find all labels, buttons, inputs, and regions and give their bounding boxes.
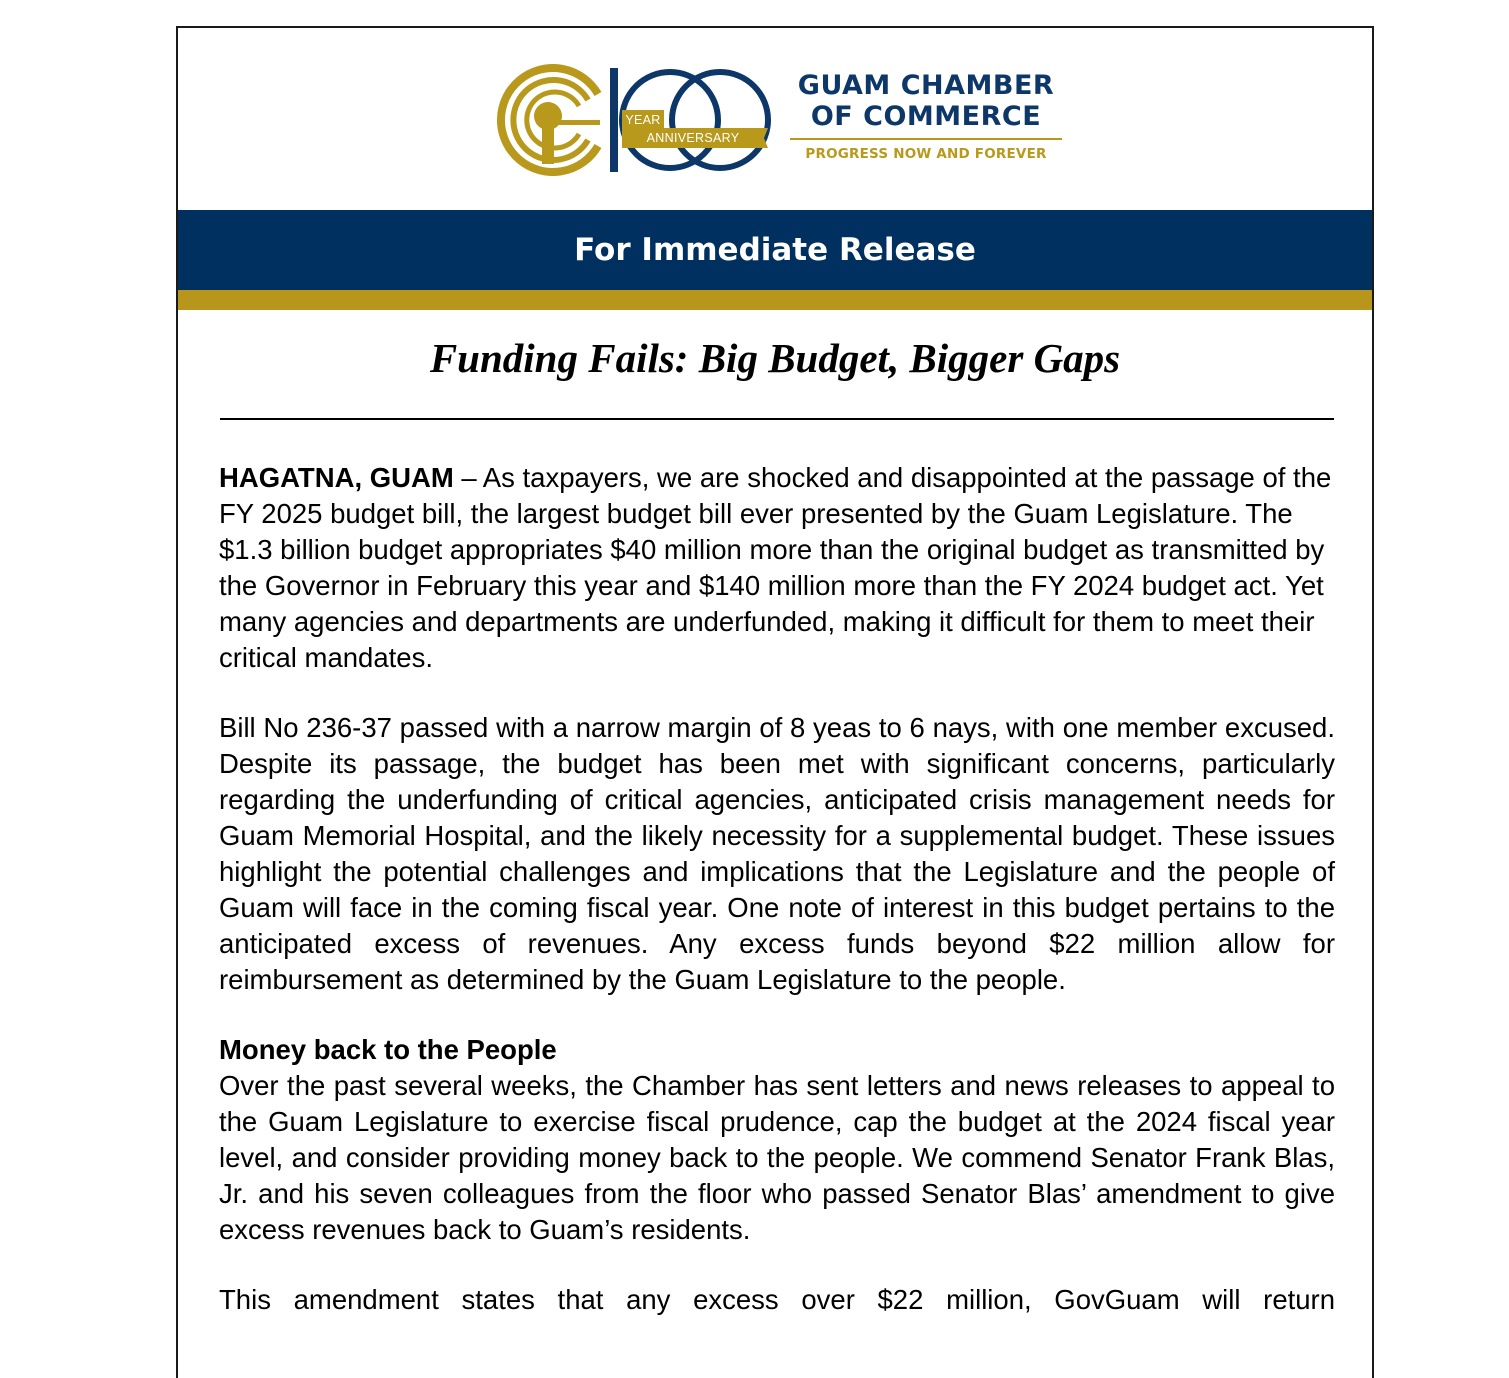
article-body: [219, 460, 1335, 1352]
release-banner: For Immediate Release: [178, 210, 1372, 290]
section-subheading: Money back to the People: [219, 1034, 557, 1065]
org-name-line1: GUAM CHAMBER: [797, 70, 1055, 101]
org-divider: [790, 138, 1062, 140]
paragraph-money-back: Over the past several weeks, the Chamber has sent letters and news releases to appeal to the Guam Legislature to exercise fiscal prudence, cap the budget at the 2024 fiscal year level, and consider providing money back to the people. We commend Senator Frank Blas, Jr. and his seven colleagues from the floor who passed Senator Blas’ amendment to give excess revenues back to Guam’s residents.: [219, 1070, 1335, 1245]
chamber-logo: [494, 64, 1064, 176]
org-name-line2: OF COMMERCE: [810, 101, 1042, 132]
press-release-page: [176, 26, 1374, 1378]
gold-accent-bar: [178, 290, 1372, 310]
logo-year-text: YEAR: [625, 113, 661, 127]
headline: Funding Fails: Big Budget, Bigger Gaps: [429, 335, 1121, 381]
logo-anniversary-text: ANNIVERSARY: [646, 131, 740, 145]
paragraph-amendment: This amendment states that any excess over $22 million, GovGuam will return: [219, 1284, 1335, 1315]
organization-name: [790, 70, 1062, 132]
paragraph-bill: Bill No 236-37 passed with a narrow margin of 8 yeas to 6 nays, with one member excused. Despite its passage, the budget has been met with significant concerns, particularly regarding the underfunding of critical agencies, anticipated crisis management needs for Guam Memorial Hospital, and the likely necessity for a supplemental budget. These issues highlight the potential challenges and implications that the Legislature and the people of Guam will face in the coming fiscal year. One note of interest in this budget pertains to the anticipated excess of revenues. Any excess funds beyond $22 million allow for reimbursement as determined by the Guam Legislature to the people.: [219, 712, 1335, 995]
paragraph-intro: [219, 460, 1335, 676]
dateline: HAGATNA, GUAM: [219, 462, 454, 493]
intro-text: – As taxpayers, we are shocked and disappointed at the passage of the FY 2025 budget bill, the largest budget bill ever presented by the Guam Legislature. The $1.3 billion budget appropriates $40 million more than the original budget as transmitted by the Governor in February this year and $140 million more than the FY 2024 budget act. Yet many agencies and departments are underfunded, making it difficult for them to meet their critical mandates.: [219, 462, 1332, 673]
organization-tagline: PROGRESS NOW AND FOREVER: [805, 146, 1047, 162]
headline-rule: [220, 418, 1334, 420]
